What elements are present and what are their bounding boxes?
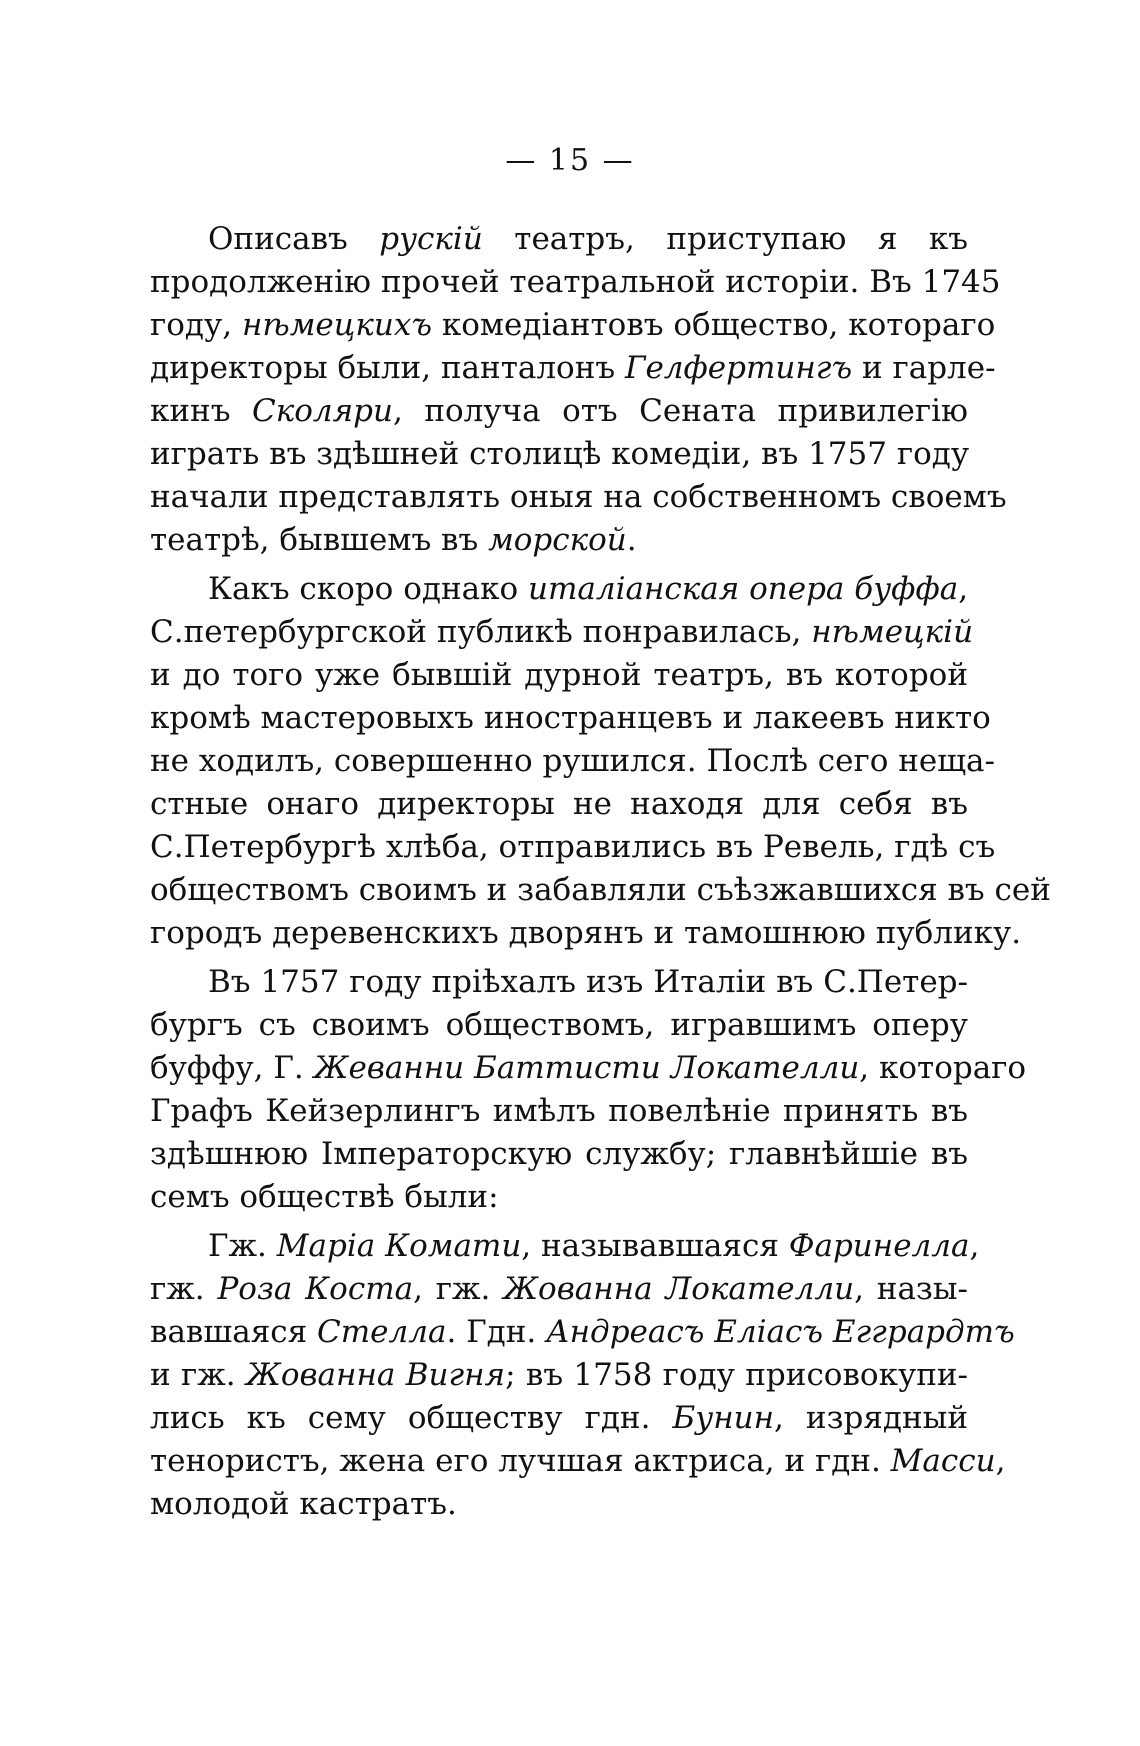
italic-text: Андреасъ Еліасъ Еггрардтъ	[546, 1314, 1015, 1350]
text-line: начали представлять оныя на собственномъ своемъ	[150, 479, 1007, 515]
italic-text: Жованна Вигня	[246, 1357, 506, 1393]
text-line: и гж. Жованна Вигня; въ 1758 году присовокупи-	[150, 1357, 968, 1393]
paragraph-2	[150, 568, 1051, 955]
text-line: гж. Роза Коста, гж. Жованна Локателли, назы-	[150, 1271, 968, 1307]
text-line: не ходилъ, совершенно рушился. Послѣ сего нещa-	[150, 743, 995, 779]
text-line: кинъ Сколяри, получа отъ Сената привилегію	[150, 393, 968, 429]
text-line: играть въ здѣшней столицѣ комедіи, въ 1757 году	[150, 436, 970, 472]
italic-text: рускій	[379, 221, 483, 257]
paragraph-3	[150, 961, 1027, 1219]
text-line: Въ 1757 году пріѣхалъ изъ Италіи въ С.Петер-	[208, 964, 968, 1000]
italic-text: Стелла	[317, 1314, 447, 1350]
text-line: Какъ скоро однако италіанская опера буффа,	[208, 571, 969, 607]
text-line: Графъ Кейзерлингъ имѣлъ повелѣніе принять въ	[150, 1093, 968, 1129]
paragraph-1	[150, 218, 1007, 562]
italic-text: Маріа Комати	[276, 1228, 522, 1264]
text-line: буффу, Г. Жеванни Баттисти Локателли, котораго	[150, 1050, 1027, 1086]
text-line: тенористъ, жена его лучшая актриса, и гдн. Масси,	[150, 1443, 1006, 1479]
text-line: кромѣ мастеровыхъ иностранцевъ и лакеевъ никто	[150, 700, 991, 736]
text-line: Гж. Маріа Комати, называвшаяся Фаринелла,	[208, 1228, 980, 1264]
italic-text: морской	[488, 522, 627, 558]
text-line: С.петербургской публикѣ понравилась, нѣмецкій	[150, 614, 974, 650]
italic-text: Жеванни Баттисти Локателли	[313, 1050, 860, 1086]
text-line: директоры были, панталонъ Гелфертингъ и гарле-	[150, 350, 996, 386]
text-line: городъ деревенскихъ дворянъ и тамошнюю публику.	[150, 915, 1022, 951]
text-line: стные онаго директоры не находя для себя въ	[150, 786, 968, 822]
text-line: продолженію прочей театральной исторіи. Въ 1745	[150, 264, 1001, 300]
text-line: молодой кастратъ.	[150, 1486, 457, 1522]
italic-text: Роза Коста	[217, 1271, 414, 1307]
text-line: обществомъ своимъ и забавляли съѣзжавшихся въ сей	[150, 872, 1051, 908]
text-line: театрѣ, бывшемъ въ морской.	[150, 522, 637, 558]
italic-text: Бунин	[672, 1400, 775, 1436]
text-line: здѣшнюю Імператорскую службу; главнѣйшіе въ	[150, 1136, 968, 1172]
italic-text: Гелфертингъ	[624, 350, 853, 386]
italic-text: Фаринелла	[788, 1228, 970, 1264]
page-number: — 15 —	[505, 143, 635, 178]
text-line: бургъ съ своимъ обществомъ, игравшимъ оперу	[150, 1007, 968, 1043]
italic-text: нѣмецкій	[811, 614, 974, 650]
italic-text: Жованна Локателли	[503, 1271, 855, 1307]
text-line: Описавъ рускій театръ, приступаю я къ	[208, 221, 968, 257]
text-line: семъ обществѣ были:	[150, 1179, 499, 1215]
italic-text: италіанская опера буффа	[527, 571, 959, 607]
paragraph-4	[150, 1225, 1015, 1526]
text-line: году, нѣмецкихъ комедіантовъ общество, котораго	[150, 307, 996, 343]
italic-text: нѣмецкихъ	[241, 307, 433, 343]
text-line: лись къ сему обществу гдн. Бунин, изрядный	[150, 1400, 968, 1436]
text-line: С.Петербургѣ хлѣба, отправились въ Ревель, гдѣ съ	[150, 829, 996, 865]
text-line: вавшаяся Стелла. Гдн. Андреасъ Еліасъ Еггрардтъ	[150, 1314, 1015, 1350]
text-line: и до того уже бывшій дурной театръ, въ которой	[150, 657, 968, 693]
italic-text: Сколяри	[251, 393, 393, 429]
body-text	[150, 218, 1051, 1526]
italic-text: Масси	[890, 1443, 996, 1479]
